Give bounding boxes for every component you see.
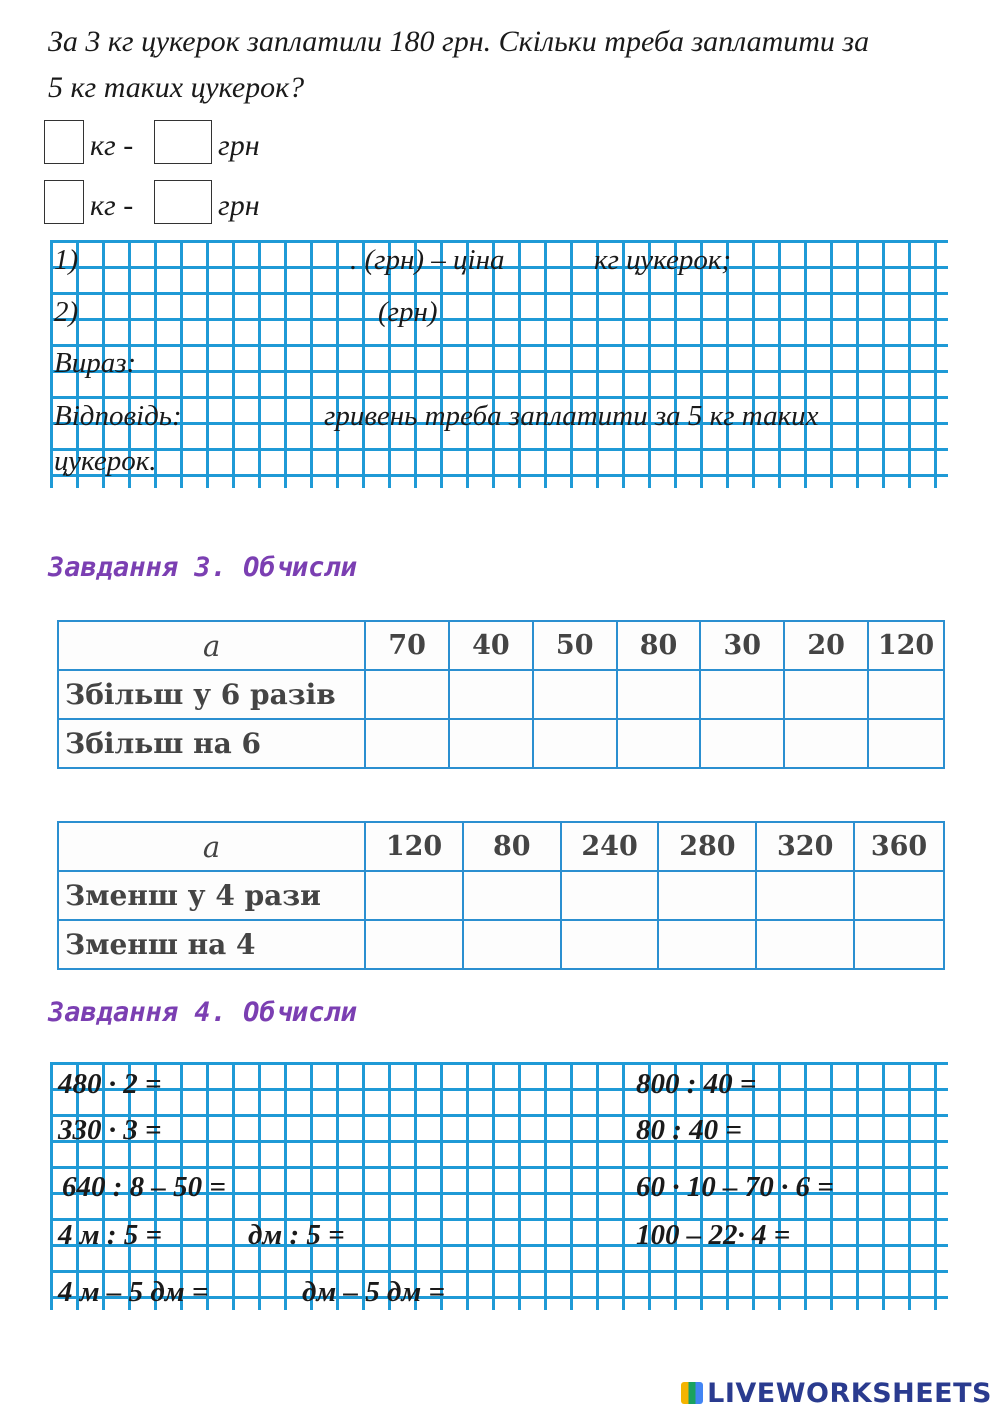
answer-cell[interactable] — [868, 670, 944, 719]
table2-row-label: Зменш у 4 рази — [58, 871, 365, 920]
answer-cell[interactable] — [561, 871, 659, 920]
table1-value: 40 — [449, 621, 533, 670]
table2-row-divide — [58, 871, 944, 920]
answer-cell[interactable] — [365, 719, 449, 768]
kg-input-1[interactable] — [44, 120, 84, 164]
expression-left-2: 330 · 3 = — [58, 1114, 162, 1146]
answer-cell[interactable] — [365, 670, 449, 719]
answer-cell[interactable] — [700, 719, 784, 768]
answer-cell[interactable] — [658, 871, 756, 920]
table1-value: 80 — [617, 621, 701, 670]
kg-label-1: кг - — [90, 129, 134, 162]
table1-row-multiply — [58, 670, 944, 719]
answer-cell[interactable] — [533, 719, 617, 768]
table1-header-label: a — [58, 621, 365, 670]
table2-value: 280 — [658, 822, 756, 871]
task3-table-1 — [57, 620, 945, 769]
table1-value: 70 — [365, 621, 449, 670]
logo-text: LIVEWORKSHEETS — [707, 1378, 992, 1409]
expression-middle-1: дм : 5 = — [248, 1219, 345, 1251]
answer-cell[interactable] — [756, 920, 854, 969]
table2-row-label: Зменш на 4 — [58, 920, 365, 969]
expression-right-2: 80 : 40 = — [636, 1114, 742, 1146]
answer-cell[interactable] — [854, 871, 944, 920]
answer-cell[interactable] — [658, 920, 756, 969]
expression-right-3: 60 · 10 – 70 · 6 = — [636, 1171, 834, 1203]
answer-cell[interactable] — [784, 670, 868, 719]
answer-cell[interactable] — [617, 719, 701, 768]
answer-cell[interactable] — [617, 670, 701, 719]
table1-value: 30 — [700, 621, 784, 670]
step2-text: (грн) — [378, 296, 438, 328]
table2-value: 80 — [463, 822, 561, 871]
grn-input-2[interactable] — [154, 180, 212, 224]
expression-left-4: 4 м : 5 = — [58, 1219, 163, 1251]
expression-right-4: 100 – 22· 4 = — [636, 1219, 791, 1251]
liveworksheets-logo[interactable] — [681, 1378, 992, 1409]
task3-table-2 — [57, 821, 945, 970]
answer-cell[interactable] — [868, 719, 944, 768]
expression-left-1: 480 · 2 = — [58, 1068, 162, 1100]
problem-line-2: 5 кг таких цукерок? — [48, 71, 305, 104]
expression-left-5: 4 м – 5 дм = — [58, 1276, 209, 1308]
task4-title: Завдання 4. Обчисли — [48, 997, 357, 1028]
answer-cell[interactable] — [784, 719, 868, 768]
answer-text-2: цукерок. — [54, 445, 157, 477]
table1-value: 120 — [868, 621, 944, 670]
step1-text: . (грн) – ціна — [350, 244, 505, 276]
expression-right-1: 800 : 40 = — [636, 1068, 757, 1100]
answer-cell[interactable] — [463, 871, 561, 920]
grn-input-1[interactable] — [154, 120, 212, 164]
table2-row-subtract — [58, 920, 944, 969]
answer-cell[interactable] — [449, 719, 533, 768]
table1-row-label: Збільш на 6 — [58, 719, 365, 768]
answer-cell[interactable] — [365, 871, 463, 920]
kg-label-2: кг - — [90, 189, 134, 222]
grn-label-1: грн — [218, 129, 260, 162]
table2-header-row — [58, 822, 944, 871]
table1-row-add — [58, 719, 944, 768]
step1-number: 1) — [54, 244, 79, 276]
answer-cell[interactable] — [561, 920, 659, 969]
table2-value: 120 — [365, 822, 463, 871]
expression-left-3: 640 : 8 – 50 = — [62, 1171, 226, 1203]
table1-value: 50 — [533, 621, 617, 670]
problem-line-1: За 3 кг цукерок заплатили 180 грн. Скільки треба заплатити за — [48, 25, 870, 58]
logo-icon — [681, 1382, 703, 1404]
table2-value: 240 — [561, 822, 659, 871]
table1-value: 20 — [784, 621, 868, 670]
answer-text: гривень треба заплатити за 5 кг таких — [324, 400, 819, 432]
kg-input-2[interactable] — [44, 180, 84, 224]
answer-cell[interactable] — [756, 871, 854, 920]
answer-cell[interactable] — [449, 670, 533, 719]
table2-value: 360 — [854, 822, 944, 871]
expression-middle-2: дм – 5 дм = — [302, 1276, 446, 1308]
step1-tail: кг цукерок; — [594, 244, 732, 276]
table2-header-label: a — [58, 822, 365, 871]
expression-label: Вираз: — [54, 347, 137, 379]
answer-cell[interactable] — [463, 920, 561, 969]
table1-header-row — [58, 621, 944, 670]
table2-value: 320 — [756, 822, 854, 871]
table1-row-label: Збільш у 6 разів — [58, 670, 365, 719]
answer-cell[interactable] — [854, 920, 944, 969]
grn-label-2: грн — [218, 189, 260, 222]
step2-number: 2) — [54, 296, 79, 328]
answer-cell[interactable] — [365, 920, 463, 969]
answer-cell[interactable] — [533, 670, 617, 719]
answer-cell[interactable] — [700, 670, 784, 719]
answer-label: Відповідь: — [54, 400, 182, 432]
task3-title: Завдання 3. Обчисли — [48, 552, 357, 583]
